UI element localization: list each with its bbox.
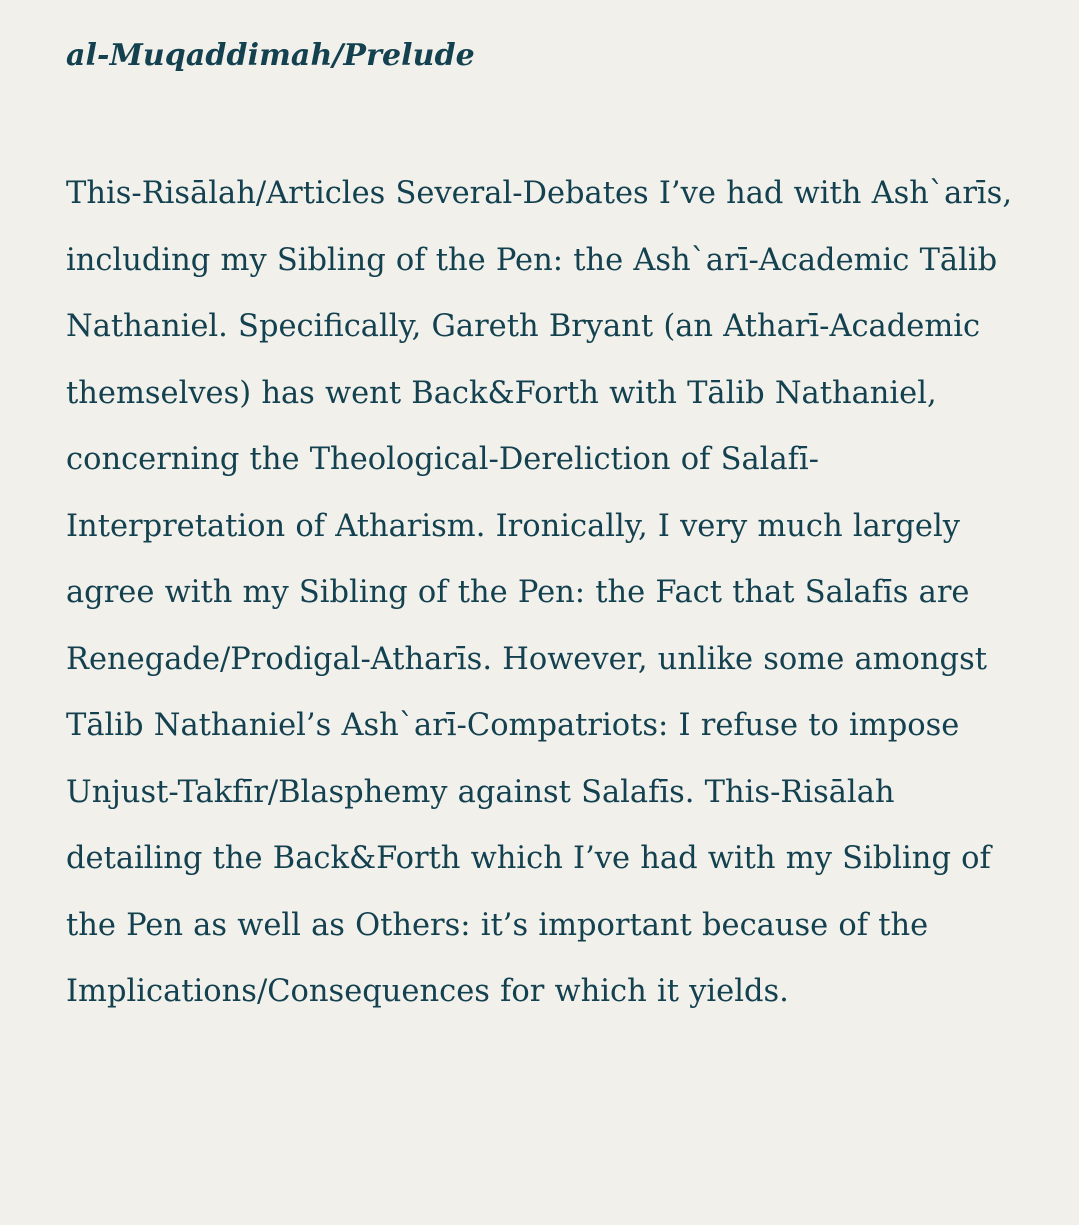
body-paragraph: This-Risālah/Articles Several-Debates I’ve had with Ash`arīs, including my Sibling of the Pen: the Ash`arī-Academic Tālib Nathaniel. Specifically, Gareth Bryant (an Atharī-Academic themselves) has went Back&Forth with Tālib Nathaniel, concerning the Theological-Dereliction of Salafī-Interpretation of Atharism. Ironically, I very much largely agree with my Sibling of the Pen: the Fact that Salafīs are Renegade/Prodigal-Atharīs. However, unlike some amongst Tālib Nathaniel’s Ash`arī-Compatriots: I refuse to impose Unjust-Takfīr/Blasphemy against Salafīs. This-Risālah detailing the Back&Forth which I’ve had with my Sibling of the Pen as well as Others: it’s important because of the Implications/Consequences for which it yields.: [66, 176, 1013, 1009]
page-title: al-Muqaddimah/Prelude: [66, 38, 475, 73]
